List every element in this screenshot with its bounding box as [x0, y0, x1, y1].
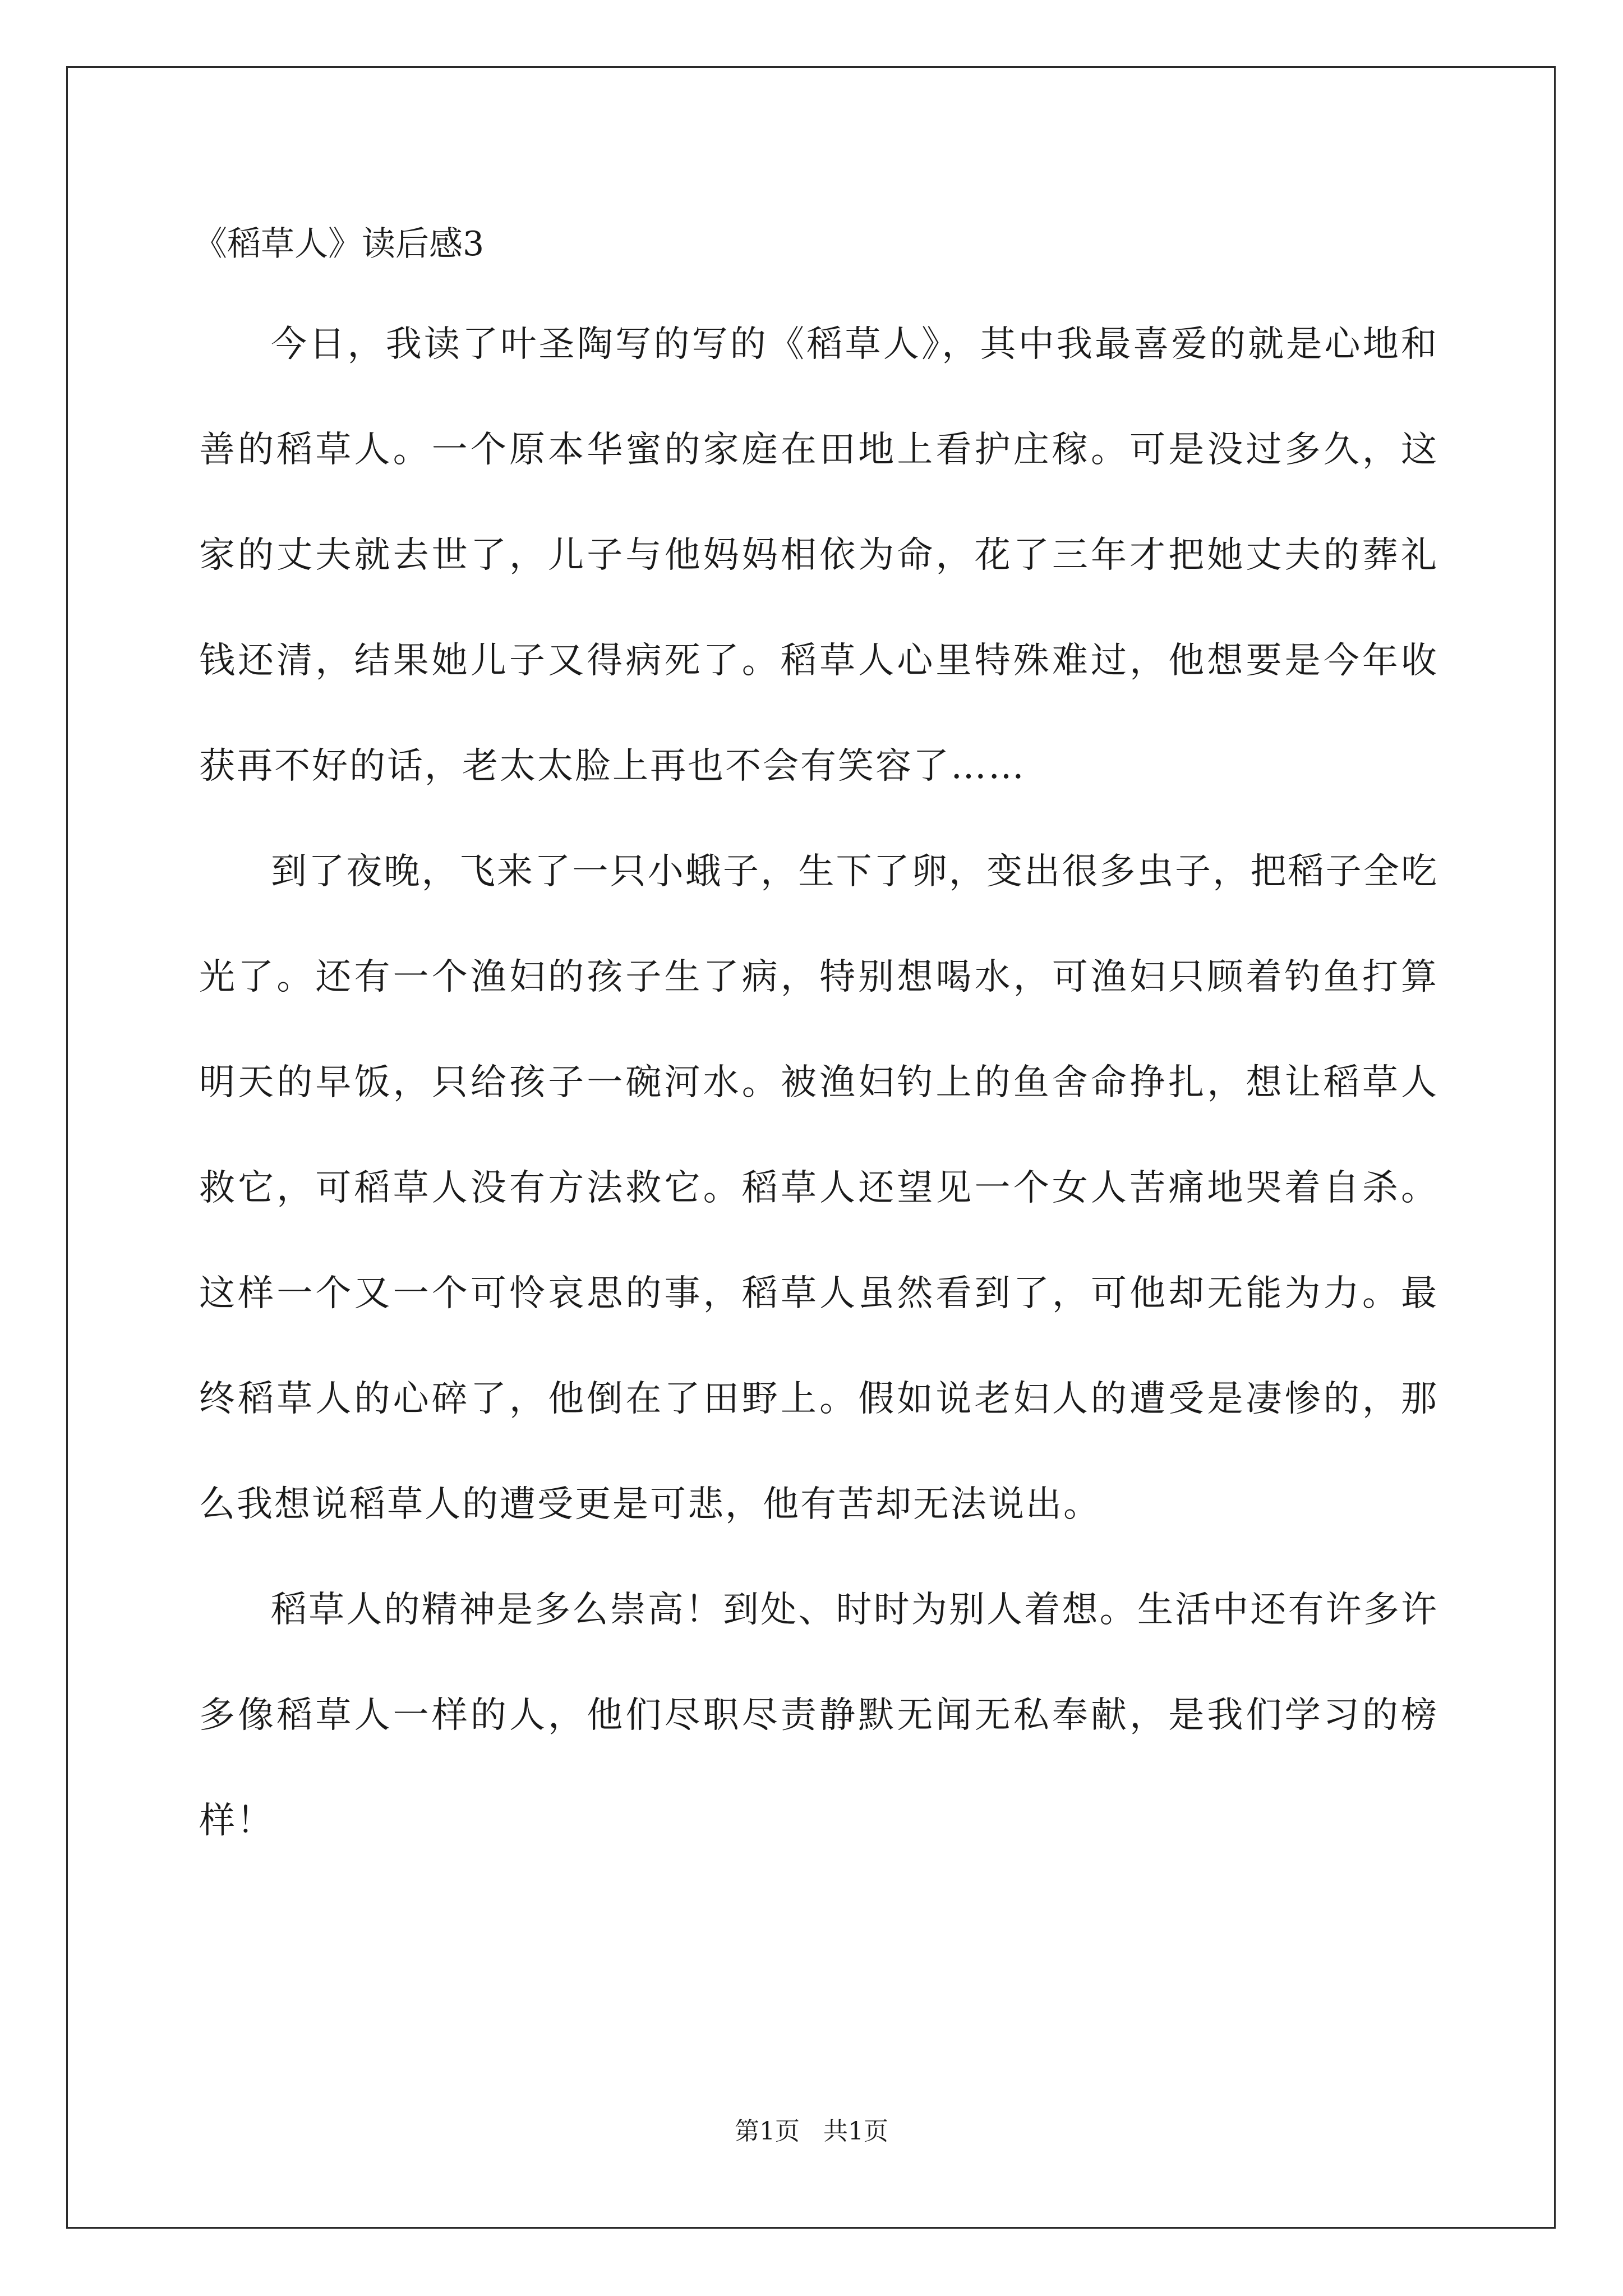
document-body	[199, 292, 1438, 1874]
paragraph-1: 今日，我读了叶圣陶写的写的《稻草人》，其中我最喜爱的就是心地和善的稻草人。一个原本华蜜的家庭在田地上看护庄稼。可是没过多久，这家的丈夫就去世了，儿子与他妈妈相依为命，花了三年才把她丈夫的葬礼钱还清，结果她儿子又得病死了。稻草人心里特殊难过，他想要是今年收获再不好的话，老太太脸上再也不会有笑容了……	[199, 324, 1438, 787]
page-number-footer: 第1页 共1页	[735, 2117, 888, 2146]
paragraph-3: 稻草人的精神是多么崇高！到处、时时为别人着想。生活中还有许多许多像稻草人一样的人，他们尽职尽责静默无闻无私奉献，是我们学习的榜样！	[199, 1589, 1438, 1842]
paragraph-2: 到了夜晚，飞来了一只小蛾子，生下了卵，变出很多虫子，把稻子全吃光了。还有一个渔妇的孩子生了病，特别想喝水，可渔妇只顾着钓鱼打算明天的早饭，只给孩子一碗河水。被渔妇钓上的鱼舍命挣扎，想让稻草人救它，可稻草人没有方法救它。稻草人还望见一个女人苦痛地哭着自杀。这样一个又一个可怜哀思的事，稻草人虽然看到了，可他却无能为力。最终稻草人的心碎了，他倒在了田野上。假如说老妇人的遭受是凄惨的，那么我想说稻草人的遭受更是可悲，他有苦却无法说出。	[199, 851, 1438, 1525]
document-title: 《稻草人》读后感3	[193, 224, 485, 264]
